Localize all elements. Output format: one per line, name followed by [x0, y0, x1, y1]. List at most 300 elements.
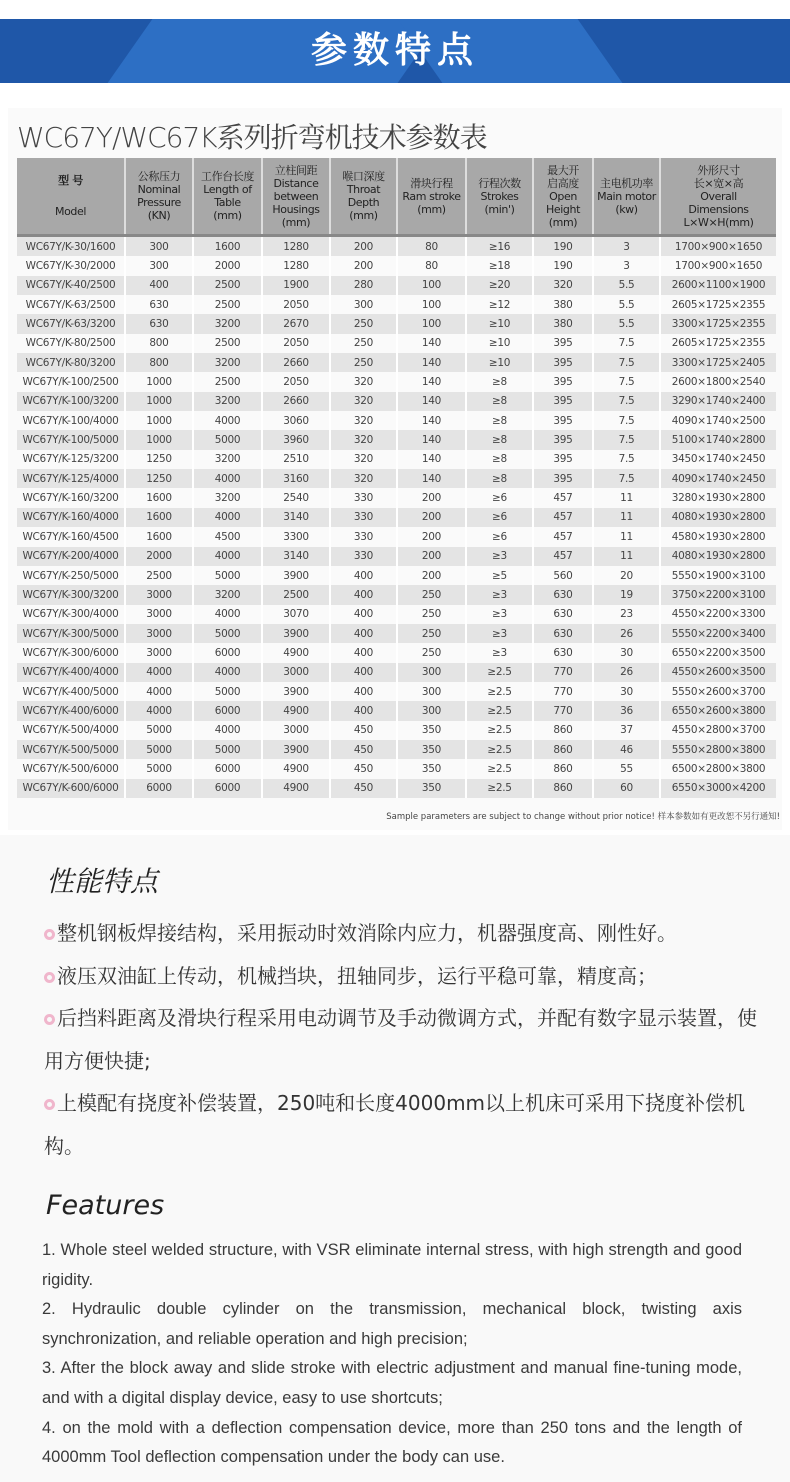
column-header-line: (mm) — [417, 202, 446, 216]
value-cell: 5550×1900×3100 — [671, 569, 766, 582]
model-cell: WC67Y/K-500/5000 — [17, 740, 125, 759]
value-cell: 450 — [330, 721, 397, 740]
value-cell: ≥16 — [466, 236, 533, 257]
value-cell: 320 — [330, 430, 397, 449]
value-cell: 400 — [125, 276, 193, 295]
value-cell: 400 — [330, 624, 397, 643]
value-cell: 3000 — [262, 721, 330, 740]
value-cell: ≥2.5 — [466, 721, 533, 740]
value-cell: 4000 — [125, 663, 193, 682]
value-cell: 300 — [125, 236, 193, 257]
value-cell: 4090×1740×2500 — [671, 414, 766, 427]
value-cell: 4900 — [262, 759, 330, 778]
value-cell: 2605×1725×2355 — [671, 337, 766, 350]
value-cell: 3750×2200×3100 — [660, 585, 776, 604]
value-cell: ≥8 — [466, 430, 533, 449]
value-cell: 100 — [397, 295, 466, 314]
column-header-line: (mm) — [349, 209, 378, 222]
value-cell: 1600 — [125, 527, 193, 546]
value-cell: 1250 — [125, 450, 193, 469]
value-cell: 400 — [330, 643, 397, 662]
value-cell: 630 — [533, 624, 593, 643]
value-cell: 5.5 — [593, 314, 660, 333]
value-cell: 7.5 — [593, 411, 660, 430]
value-cell: ≥6 — [466, 488, 533, 507]
value-cell: 3070 — [262, 605, 330, 624]
value-cell: 860 — [533, 779, 593, 798]
value-cell: 4900 — [262, 643, 330, 662]
value-cell: 320 — [533, 276, 593, 295]
model-cell: WC67Y/K-100/5000 — [17, 430, 125, 449]
table-row — [17, 488, 776, 507]
value-cell: 300 — [330, 295, 397, 314]
value-cell: 2600×1800×2540 — [671, 376, 766, 389]
value-cell: 457 — [533, 527, 593, 546]
value-cell: 140 — [397, 469, 466, 488]
value-cell: 5550×2800×3800 — [660, 740, 776, 759]
value-cell: ≥2.5 — [466, 682, 533, 701]
value-cell: 380 — [533, 314, 593, 333]
value-cell: 190 — [533, 236, 593, 257]
model-cell: WC67Y/K-63/3200 — [17, 314, 125, 333]
column-header-line — [17, 187, 124, 205]
column-header-line: 外形尺寸 — [697, 163, 740, 177]
model-cell: WC67Y/K-400/4000 — [17, 663, 125, 682]
value-cell: 350 — [397, 740, 466, 759]
column-header-line: 工作台长度 — [201, 170, 254, 183]
ring-bullet-icon — [44, 972, 55, 983]
value-cell: 5000 — [125, 740, 193, 759]
value-cell: 100 — [397, 314, 466, 333]
value-cell: 3200 — [193, 353, 262, 372]
value-cell: 4900 — [262, 779, 330, 798]
table-row — [17, 469, 776, 488]
value-cell: 330 — [330, 508, 397, 527]
value-cell: 3140 — [262, 508, 330, 527]
performance-list — [44, 912, 764, 1167]
value-cell: 3280×1930×2800 — [671, 492, 766, 505]
value-cell: 3290×1740×2400 — [660, 392, 776, 411]
value-cell: 4900 — [262, 701, 330, 720]
table-row — [17, 236, 776, 257]
value-cell: 380 — [533, 295, 593, 314]
value-cell: 2050 — [262, 295, 330, 314]
table-row — [17, 411, 776, 430]
value-cell: 7.5 — [593, 372, 660, 391]
value-cell: 3160 — [262, 469, 330, 488]
value-cell: 400 — [330, 682, 397, 701]
value-cell: 4550×2200×3300 — [671, 608, 766, 621]
table-row — [17, 624, 776, 643]
value-cell: ≥8 — [466, 411, 533, 430]
value-cell: 770 — [533, 663, 593, 682]
value-cell: 30 — [593, 682, 660, 701]
column-header-line: 长×宽×高 — [693, 176, 744, 190]
table-row — [17, 740, 776, 759]
model-cell: WC67Y/K-160/4000 — [17, 508, 125, 527]
value-cell: 3200 — [193, 585, 262, 604]
table-row — [17, 372, 776, 391]
value-cell: 395 — [533, 469, 593, 488]
column-header — [125, 158, 193, 236]
value-cell: 560 — [533, 566, 593, 585]
value-cell: 395 — [533, 334, 593, 353]
column-header — [262, 158, 330, 236]
value-cell: 3 — [593, 236, 660, 257]
value-cell: 2540 — [262, 488, 330, 507]
value-cell: 2605×1725×2355 — [671, 298, 766, 311]
value-cell: 5000 — [193, 624, 262, 643]
value-cell: 3200 — [193, 450, 262, 469]
value-cell: 250 — [330, 314, 397, 333]
feature-item: 3. After the block away and slide stroke with electric adjustment and manual fine-tuning mode, and with a digital display device, easy to use shortcuts; — [42, 1359, 742, 1407]
column-header-line: 型 号 — [58, 174, 83, 187]
column-header-line: 喉口深度 — [342, 170, 385, 183]
value-cell: 330 — [330, 547, 397, 566]
value-cell: 140 — [397, 334, 466, 353]
model-cell: WC67Y/K-63/2500 — [17, 295, 125, 314]
value-cell: 3060 — [262, 411, 330, 430]
value-cell: ≥2.5 — [466, 701, 533, 720]
value-cell: 6000 — [193, 759, 262, 778]
value-cell: 6000 — [193, 779, 262, 798]
value-cell: 20 — [593, 566, 660, 585]
value-cell: 11 — [593, 547, 660, 566]
column-header-line: Throat — [346, 183, 381, 196]
column-header — [593, 158, 660, 236]
value-cell: 7.5 — [593, 469, 660, 488]
table-row — [17, 682, 776, 701]
ring-bullet-icon — [44, 929, 55, 940]
column-header-line: (mm) — [548, 215, 578, 229]
value-cell: 200 — [330, 256, 397, 275]
value-cell: 7.5 — [593, 430, 660, 449]
value-cell: 860 — [533, 740, 593, 759]
value-cell: 80 — [397, 256, 466, 275]
value-cell: 1250 — [125, 469, 193, 488]
value-cell: 26 — [593, 663, 660, 682]
performance-heading: 性能特点 — [46, 865, 159, 898]
model-cell: WC67Y/K-125/4000 — [17, 469, 125, 488]
performance-item-text: 液压双油缸上传动，机械挡块，扭轴同步，运行平稳可靠，精度高； — [57, 963, 657, 988]
value-cell: 5000 — [193, 682, 262, 701]
column-header-line: (mm) — [213, 209, 242, 222]
value-cell: 2500 — [193, 372, 262, 391]
value-cell: 5100×1740×2800 — [660, 430, 776, 449]
ring-bullet-icon — [44, 1014, 55, 1025]
value-cell: ≥8 — [466, 392, 533, 411]
value-cell: ≥10 — [466, 353, 533, 372]
value-cell: 395 — [533, 392, 593, 411]
value-cell: ≥2.5 — [466, 740, 533, 759]
value-cell: 2660 — [262, 353, 330, 372]
value-cell: 250 — [397, 624, 466, 643]
model-cell: WC67Y/K-100/4000 — [17, 411, 125, 430]
column-header-line: Nominal — [137, 183, 181, 196]
value-cell: 55 — [593, 759, 660, 778]
value-cell: 4080×1930×2800 — [660, 547, 776, 566]
table-row — [17, 701, 776, 720]
value-cell: ≥10 — [466, 314, 533, 333]
table-row — [17, 759, 776, 778]
value-cell: 395 — [533, 430, 593, 449]
table-row — [17, 256, 776, 275]
value-cell: 4080×1930×2800 — [660, 508, 776, 527]
value-cell: 395 — [533, 353, 593, 372]
column-header-line: Pressure — [137, 196, 181, 209]
model-cell: WC67Y/K-200/4000 — [17, 547, 125, 566]
value-cell: ≥3 — [466, 624, 533, 643]
value-cell: 400 — [330, 701, 397, 720]
value-cell: 3900 — [262, 740, 330, 759]
value-cell: 4000 — [193, 508, 262, 527]
value-cell: ≥6 — [466, 527, 533, 546]
value-cell: ≥3 — [466, 547, 533, 566]
value-cell: 3000 — [262, 663, 330, 682]
value-cell: 800 — [125, 334, 193, 353]
value-cell: 800 — [125, 353, 193, 372]
performance-item — [44, 955, 764, 998]
column-header-line: Housings — [272, 202, 320, 216]
value-cell: 1280 — [262, 256, 330, 275]
column-header-line: Table — [214, 196, 241, 209]
model-cell: WC67Y/K-30/2000 — [17, 256, 125, 275]
column-header — [193, 158, 262, 236]
table-row — [17, 643, 776, 662]
model-cell: WC67Y/K-400/5000 — [17, 682, 125, 701]
model-cell: WC67Y/K-160/3200 — [17, 488, 125, 507]
model-cell: WC67Y/K-300/6000 — [17, 643, 125, 662]
column-header-line: Length of — [203, 183, 252, 196]
value-cell: ≥8 — [466, 450, 533, 469]
value-cell: 630 — [533, 585, 593, 604]
value-cell: 4550×2800×3700 — [671, 724, 766, 737]
value-cell: 23 — [593, 605, 660, 624]
value-cell: 11 — [593, 527, 660, 546]
feature-item: 2. Hydraulic double cylinder on the transmission, mechanical block, twisting axis synchronization, and reliable operation and high precision; — [42, 1300, 742, 1348]
value-cell: 4090×1740×2450 — [660, 469, 776, 488]
value-cell: 140 — [397, 430, 466, 449]
value-cell: 3000 — [125, 643, 193, 662]
value-cell: 1900 — [262, 276, 330, 295]
value-cell: ≥2.5 — [466, 779, 533, 798]
value-cell: 3900 — [262, 566, 330, 585]
value-cell: 3300×1725×2355 — [660, 314, 776, 333]
value-cell: 5000 — [125, 759, 193, 778]
value-cell: 400 — [330, 663, 397, 682]
value-cell: 3200 — [193, 392, 262, 411]
value-cell: 4000 — [193, 469, 262, 488]
model-cell: WC67Y/K-160/4500 — [17, 527, 125, 546]
value-cell: 46 — [593, 740, 660, 759]
value-cell: 140 — [397, 392, 466, 411]
value-cell: 5.5 — [593, 295, 660, 314]
value-cell: 450 — [330, 779, 397, 798]
column-header-line: (KN) — [147, 209, 171, 222]
feature-item: 1. Whole steel welded structure, with VSR eliminate internal stress, with high strength and good rigidity. — [42, 1241, 742, 1289]
value-cell: 2000 — [193, 256, 262, 275]
value-cell: 6000 — [193, 643, 262, 662]
value-cell: 200 — [397, 566, 466, 585]
value-cell: 4000 — [193, 605, 262, 624]
column-header-line: 公称压力 — [137, 170, 181, 183]
column-header-line: Height — [546, 202, 580, 216]
section-banner — [0, 19, 790, 83]
value-cell: 250 — [397, 605, 466, 624]
model-cell: WC67Y/K-300/3200 — [17, 585, 125, 604]
value-cell: 4580×1930×2800 — [671, 530, 766, 543]
value-cell: 6550×3000×4200 — [660, 779, 776, 798]
value-cell: ≥2.5 — [466, 759, 533, 778]
value-cell: 860 — [533, 721, 593, 740]
value-cell: 1700×900×1650 — [660, 236, 776, 257]
value-cell: 770 — [533, 682, 593, 701]
value-cell: 3300 — [262, 527, 330, 546]
value-cell: ≥2.5 — [466, 663, 533, 682]
value-cell: 250 — [397, 643, 466, 662]
features-list — [42, 1236, 742, 1473]
value-cell: 5550×2600×3700 — [671, 685, 766, 698]
value-cell: 457 — [533, 547, 593, 566]
value-cell: ≥8 — [466, 469, 533, 488]
model-cell: WC67Y/K-100/3200 — [17, 392, 125, 411]
value-cell: 330 — [330, 527, 397, 546]
table-row — [17, 779, 776, 798]
value-cell: 190 — [533, 256, 593, 275]
value-cell: 4000 — [193, 663, 262, 682]
value-cell: 630 — [125, 314, 193, 333]
table-row — [17, 585, 776, 604]
value-cell: 1280 — [262, 236, 330, 257]
table-row — [17, 295, 776, 314]
column-header-line: Main motor — [597, 189, 656, 203]
table-row — [17, 663, 776, 682]
value-cell: ≥10 — [466, 334, 533, 353]
value-cell: 450 — [330, 740, 397, 759]
value-cell: 1600 — [125, 508, 193, 527]
value-cell: 2660 — [262, 392, 330, 411]
value-cell: 457 — [533, 508, 593, 527]
value-cell: 300 — [397, 701, 466, 720]
column-header-line: between — [273, 189, 319, 203]
value-cell: 457 — [533, 488, 593, 507]
value-cell: 2510 — [262, 450, 330, 469]
value-cell: 1000 — [125, 372, 193, 391]
column-header-line: 行程次数 — [478, 176, 521, 190]
value-cell: 6000 — [193, 701, 262, 720]
column-header — [660, 158, 776, 236]
column-header — [397, 158, 466, 236]
value-cell: 400 — [330, 566, 397, 585]
column-header-line: Strokes — [480, 189, 519, 203]
performance-item — [44, 1082, 764, 1167]
column-header-line: Depth — [347, 196, 380, 209]
value-cell: 5000 — [193, 430, 262, 449]
value-cell: 2500 — [125, 566, 193, 585]
model-cell: WC67Y/K-600/6000 — [17, 779, 125, 798]
table-row — [17, 430, 776, 449]
column-header-line: Open — [549, 189, 577, 203]
value-cell: ≥12 — [466, 295, 533, 314]
value-cell: 3450×1740×2450 — [671, 453, 766, 466]
ring-bullet-icon — [44, 1099, 55, 1110]
value-cell: 350 — [397, 721, 466, 740]
column-header-line: Model — [54, 205, 87, 218]
model-cell: WC67Y/K-500/6000 — [17, 759, 125, 778]
value-cell: 3 — [593, 256, 660, 275]
table-row — [17, 547, 776, 566]
features-heading: Features — [46, 1190, 165, 1221]
feature-item: 4. on the mold with a deflection compensation device, more than 250 tons and the length of 4000mm Tool deflection compensation under the body can use. — [42, 1418, 742, 1467]
column-header-line: 滑块行程 — [410, 176, 453, 190]
value-cell: 3000 — [125, 624, 193, 643]
value-cell: ≥18 — [466, 256, 533, 275]
column-header-line: (mm) — [281, 215, 311, 229]
value-cell: 3900 — [262, 624, 330, 643]
column-header-line: (kw) — [615, 202, 638, 216]
value-cell: 860 — [533, 759, 593, 778]
value-cell: 630 — [125, 295, 193, 314]
value-cell: 2500 — [193, 334, 262, 353]
value-cell: 11 — [593, 488, 660, 507]
value-cell: 300 — [397, 682, 466, 701]
table-row — [17, 721, 776, 740]
value-cell: 400 — [330, 605, 397, 624]
column-header-line: 最大开 — [547, 163, 579, 177]
performance-item — [44, 912, 764, 955]
value-cell: 4000 — [193, 547, 262, 566]
value-cell: 140 — [397, 411, 466, 430]
value-cell: 1700×900×1650 — [674, 260, 763, 273]
column-header-line: Ram stroke — [402, 189, 461, 203]
spec-table — [17, 158, 776, 798]
value-cell: 5550×2200×3400 — [660, 624, 776, 643]
value-cell: 3200 — [193, 488, 262, 507]
value-cell: 37 — [593, 721, 660, 740]
value-cell: 200 — [397, 508, 466, 527]
value-cell: 3200 — [193, 314, 262, 333]
model-cell: WC67Y/K-80/2500 — [17, 334, 125, 353]
table-row — [17, 508, 776, 527]
value-cell: 320 — [330, 469, 397, 488]
model-cell: WC67Y/K-40/2500 — [17, 276, 125, 295]
value-cell: 5000 — [193, 740, 262, 759]
value-cell: 1000 — [125, 392, 193, 411]
value-cell: 450 — [330, 759, 397, 778]
value-cell: ≥8 — [466, 372, 533, 391]
table-row — [17, 314, 776, 333]
value-cell: 770 — [533, 701, 593, 720]
column-header-line: 立柱间距 — [274, 163, 318, 177]
value-cell: 250 — [397, 585, 466, 604]
value-cell: 6500×2800×3800 — [671, 762, 766, 775]
model-cell: WC67Y/K-30/1600 — [17, 236, 125, 257]
table-row — [17, 334, 776, 353]
value-cell: 6550×2600×3800 — [660, 701, 776, 720]
model-cell: WC67Y/K-125/3200 — [17, 450, 125, 469]
value-cell: ≥20 — [466, 276, 533, 295]
table-header-row — [17, 158, 776, 236]
column-header — [533, 158, 593, 236]
value-cell: 5.5 — [593, 276, 660, 295]
value-cell: 7.5 — [593, 392, 660, 411]
value-cell: 300 — [397, 663, 466, 682]
value-cell: 36 — [593, 701, 660, 720]
value-cell: 100 — [397, 276, 466, 295]
column-header-line: 启高度 — [547, 176, 579, 190]
value-cell: 320 — [330, 392, 397, 411]
value-cell: 4000 — [193, 721, 262, 740]
